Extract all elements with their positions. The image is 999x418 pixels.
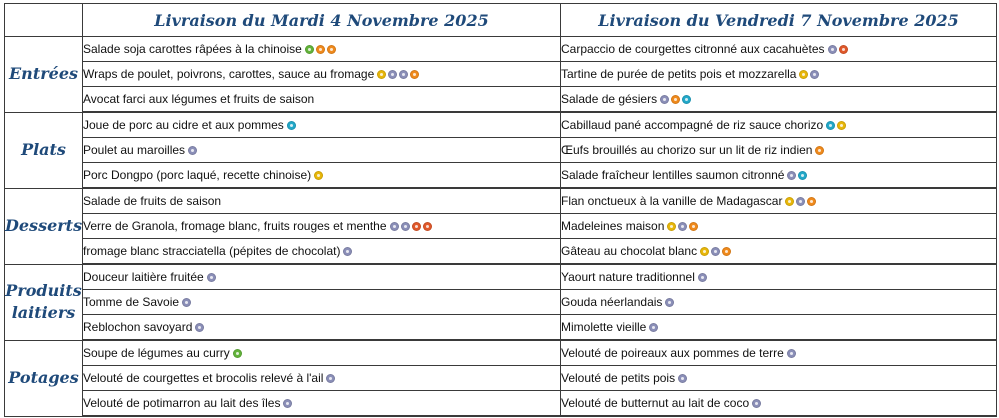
label-badges bbox=[377, 67, 421, 81]
friday-menu-item bbox=[561, 239, 997, 265]
dish-name: Salade fraîcheur lentilles saumon citronné bbox=[561, 167, 785, 182]
friday-delivery-header: Livraison du Vendredi 7 Novembre 2025 bbox=[561, 4, 997, 37]
orange-label-icon bbox=[316, 45, 325, 54]
red-label-icon bbox=[839, 45, 848, 54]
grey-label-icon bbox=[796, 197, 805, 206]
label-badges bbox=[287, 118, 298, 132]
tuesday-menu-item bbox=[83, 87, 561, 113]
dish-name: Avocat farci aux légumes et fruits de saison bbox=[83, 92, 315, 106]
tuesday-menu-item bbox=[83, 340, 561, 366]
dish-name: Douceur laitière fruitée bbox=[83, 269, 204, 284]
header-row bbox=[5, 4, 997, 37]
friday-menu-item bbox=[561, 87, 997, 113]
teal-label-icon bbox=[682, 95, 691, 104]
dish-name: Salade de fruits de saison bbox=[83, 194, 222, 208]
menu-row bbox=[5, 37, 997, 62]
dish-name: Salade soja carottes râpées à la chinoise bbox=[83, 41, 302, 56]
dish-name: Porc Dongpo (porc laqué, recette chinoise) bbox=[83, 167, 312, 182]
orange-label-icon bbox=[807, 197, 816, 206]
friday-menu-item bbox=[561, 112, 997, 138]
tuesday-menu-item bbox=[83, 290, 561, 315]
menu-row bbox=[5, 239, 997, 265]
label-badges bbox=[700, 244, 733, 258]
orange-label-icon bbox=[327, 45, 336, 54]
grey-label-icon bbox=[752, 399, 761, 408]
grey-label-icon bbox=[188, 146, 197, 155]
teal-label-icon bbox=[826, 121, 835, 130]
yellow-label-icon bbox=[837, 121, 846, 130]
grey-label-icon bbox=[660, 95, 669, 104]
green-label-icon bbox=[233, 349, 242, 358]
dish-name: Joue de porc au cidre et aux pommes bbox=[83, 117, 284, 132]
yellow-label-icon bbox=[314, 171, 323, 180]
red-label-icon bbox=[412, 222, 421, 231]
label-badges bbox=[826, 118, 848, 132]
dish-name: Yaourt nature traditionnel bbox=[561, 269, 695, 284]
label-badges bbox=[799, 67, 821, 81]
dish-name: Velouté de poireaux aux pommes de terre bbox=[561, 345, 784, 360]
teal-label-icon bbox=[798, 171, 807, 180]
grey-label-icon bbox=[283, 399, 292, 408]
tuesday-delivery-header: Livraison du Mardi 4 Novembre 2025 bbox=[83, 4, 561, 37]
dish-name: Salade de gésiers bbox=[561, 91, 658, 106]
grey-label-icon bbox=[787, 171, 796, 180]
menu-row bbox=[5, 163, 997, 189]
grey-label-icon bbox=[678, 374, 687, 383]
friday-menu-item bbox=[561, 264, 997, 290]
dish-name: Gouda néerlandais bbox=[561, 294, 663, 309]
orange-label-icon bbox=[722, 247, 731, 256]
label-badges bbox=[698, 270, 709, 284]
grey-label-icon bbox=[326, 374, 335, 383]
dish-name: Carpaccio de courgettes citronné aux cacahuètes bbox=[561, 41, 825, 56]
friday-menu-item bbox=[561, 188, 997, 214]
friday-menu-item bbox=[561, 138, 997, 163]
orange-label-icon bbox=[671, 95, 680, 104]
label-badges bbox=[667, 219, 700, 233]
grey-label-icon bbox=[343, 247, 352, 256]
menu-row bbox=[5, 315, 997, 341]
menu-row bbox=[5, 264, 997, 290]
friday-menu-item bbox=[561, 340, 997, 366]
category-plats: Plats bbox=[5, 112, 83, 188]
grey-label-icon bbox=[828, 45, 837, 54]
label-badges bbox=[343, 244, 354, 258]
grey-label-icon bbox=[388, 70, 397, 79]
tuesday-menu-item bbox=[83, 37, 561, 62]
green-label-icon bbox=[305, 45, 314, 54]
label-badges bbox=[283, 396, 294, 410]
tuesday-menu-item bbox=[83, 214, 561, 239]
dish-name: Mimolette vieille bbox=[561, 319, 647, 334]
friday-menu-item bbox=[561, 214, 997, 239]
label-badges bbox=[326, 371, 337, 385]
friday-menu-item bbox=[561, 366, 997, 391]
menu-row bbox=[5, 188, 997, 214]
label-badges bbox=[233, 346, 244, 360]
grey-label-icon bbox=[207, 273, 216, 282]
label-badges bbox=[649, 320, 660, 334]
friday-menu-item bbox=[561, 37, 997, 62]
grey-label-icon bbox=[810, 70, 819, 79]
label-badges bbox=[314, 168, 325, 182]
menu-row bbox=[5, 290, 997, 315]
tuesday-menu-item bbox=[83, 138, 561, 163]
dish-name: Verre de Granola, fromage blanc, fruits rouges et menthe bbox=[83, 218, 387, 233]
yellow-label-icon bbox=[377, 70, 386, 79]
dish-name: Madeleines maison bbox=[561, 218, 665, 233]
menu-row bbox=[5, 87, 997, 113]
teal-label-icon bbox=[287, 121, 296, 130]
menu-body bbox=[5, 37, 997, 417]
dish-name: Poulet au maroilles bbox=[83, 142, 186, 157]
category-produits-laitiers: Produits laitiers bbox=[5, 264, 83, 340]
orange-label-icon bbox=[689, 222, 698, 231]
yellow-label-icon bbox=[667, 222, 676, 231]
dish-name: Reblochon savoyard bbox=[83, 319, 193, 334]
tuesday-menu-item bbox=[83, 163, 561, 189]
label-badges bbox=[815, 143, 826, 157]
label-badges bbox=[785, 194, 818, 208]
friday-menu-item bbox=[561, 315, 997, 341]
dish-name: Soupe de légumes au curry bbox=[83, 345, 230, 360]
grey-label-icon bbox=[390, 222, 399, 231]
red-label-icon bbox=[423, 222, 432, 231]
grey-label-icon bbox=[787, 349, 796, 358]
yellow-label-icon bbox=[785, 197, 794, 206]
tuesday-menu-item bbox=[83, 239, 561, 265]
grey-label-icon bbox=[649, 323, 658, 332]
dish-name: Gâteau au chocolat blanc bbox=[561, 243, 698, 258]
dish-name: Tomme de Savoie bbox=[83, 294, 180, 309]
tuesday-menu-item bbox=[83, 62, 561, 87]
label-badges bbox=[207, 270, 218, 284]
tuesday-menu-item bbox=[83, 112, 561, 138]
friday-menu-item bbox=[561, 62, 997, 87]
dish-name: Cabillaud pané accompagné de riz sauce chorizo bbox=[561, 117, 824, 132]
friday-menu-item bbox=[561, 163, 997, 189]
orange-label-icon bbox=[410, 70, 419, 79]
dish-name: Flan onctueux à la vanille de Madagascar bbox=[561, 193, 783, 208]
label-badges bbox=[678, 371, 689, 385]
menu-row bbox=[5, 366, 997, 391]
menu-row bbox=[5, 138, 997, 163]
grey-label-icon bbox=[399, 70, 408, 79]
label-badges bbox=[390, 219, 434, 233]
grey-label-icon bbox=[698, 273, 707, 282]
label-badges bbox=[665, 295, 676, 309]
tuesday-menu-item bbox=[83, 264, 561, 290]
label-badges bbox=[195, 320, 206, 334]
label-badges bbox=[752, 396, 763, 410]
dish-name: Velouté de butternut au lait de coco bbox=[561, 395, 750, 410]
dish-name: Velouté de potimarron au lait des îles bbox=[83, 395, 281, 410]
dish-name: Velouté de petits pois bbox=[561, 370, 676, 385]
dish-name: fromage blanc stracciatella (pépites de chocolat) bbox=[83, 243, 341, 258]
grey-label-icon bbox=[665, 298, 674, 307]
label-badges bbox=[828, 42, 850, 56]
tuesday-menu-item bbox=[83, 188, 561, 214]
dish-name: Tartine de purée de petits pois et mozzarella bbox=[561, 66, 797, 81]
grey-label-icon bbox=[711, 247, 720, 256]
grey-label-icon bbox=[182, 298, 191, 307]
menu-row bbox=[5, 340, 997, 366]
grey-label-icon bbox=[401, 222, 410, 231]
label-badges bbox=[305, 42, 338, 56]
friday-menu-item bbox=[561, 290, 997, 315]
category-desserts: Desserts bbox=[5, 188, 83, 264]
yellow-label-icon bbox=[799, 70, 808, 79]
menu-row bbox=[5, 214, 997, 239]
category-potages: Potages bbox=[5, 340, 83, 416]
orange-label-icon bbox=[815, 146, 824, 155]
yellow-label-icon bbox=[700, 247, 709, 256]
friday-menu-item bbox=[561, 391, 997, 417]
dish-name: Velouté de courgettes et brocolis relevé à l'ail bbox=[83, 370, 324, 385]
grey-label-icon bbox=[678, 222, 687, 231]
label-badges bbox=[787, 168, 809, 182]
tuesday-menu-item bbox=[83, 391, 561, 417]
corner-cell bbox=[5, 4, 83, 37]
tuesday-menu-item bbox=[83, 315, 561, 341]
label-badges bbox=[660, 92, 693, 106]
dish-name: Œufs brouillés au chorizo sur un lit de riz indien bbox=[561, 142, 813, 157]
category-entrees: Entrées bbox=[5, 37, 83, 113]
label-badges bbox=[188, 143, 199, 157]
delivery-menu-table bbox=[4, 3, 997, 417]
menu-row bbox=[5, 62, 997, 87]
dish-name: Wraps de poulet, poivrons, carottes, sauce au fromage bbox=[83, 66, 375, 81]
menu-row bbox=[5, 112, 997, 138]
menu-row bbox=[5, 391, 997, 417]
tuesday-menu-item bbox=[83, 366, 561, 391]
grey-label-icon bbox=[195, 323, 204, 332]
label-badges bbox=[182, 295, 193, 309]
label-badges bbox=[787, 346, 798, 360]
